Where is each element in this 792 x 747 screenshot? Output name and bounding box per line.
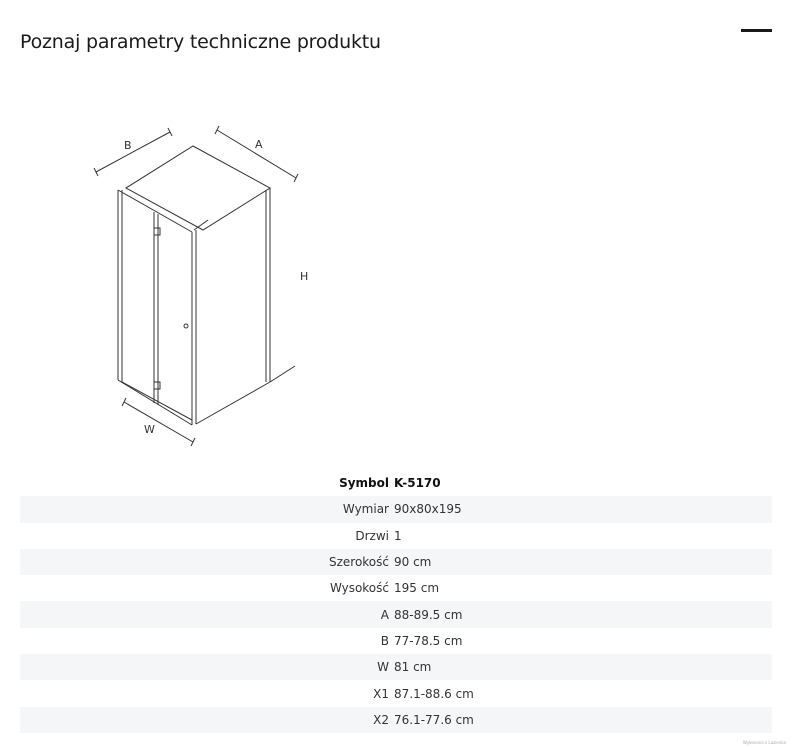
row-label: X2 [373,712,389,727]
row-value: 77-78.5 cm [394,633,463,648]
specs-header-label: Symbol [339,476,389,491]
page-title: Poznaj parametry techniczne produktu [20,31,381,53]
row-label: Wysokość [329,581,389,596]
row-label: A [380,607,389,622]
specs-header-row [20,470,772,496]
row-value: 81 cm [394,660,432,675]
row-label: Szerokość [328,555,389,570]
shower-cabin-drawing [80,120,320,450]
row-value: 90x80x195 [394,502,462,517]
row-label: B [380,633,389,648]
table-row [20,575,772,601]
specs-header-value: K-5170 [394,476,441,491]
row-value: 87.1-88.6 cm [394,686,474,701]
dimension-label-w: W [144,423,155,436]
table-row [20,496,772,522]
row-value: 195 cm [394,581,440,596]
table-row [20,523,772,549]
watermark: Wykonano z Lazienka [742,740,786,745]
close-icon[interactable] [741,29,772,32]
row-label: W [377,660,389,675]
table-row [20,601,772,627]
table-row [20,549,772,575]
row-value: 76.1-77.6 cm [394,712,474,727]
dimension-label-h: H [300,270,309,283]
table-row [20,628,772,654]
row-value: 90 cm [394,555,432,570]
row-value: 1 [394,528,402,543]
row-label: Wymiar [342,502,389,517]
row-label: X1 [373,686,389,701]
dimension-label-b: B [124,139,132,152]
dimension-label-a: A [255,138,263,151]
table-row [20,654,772,680]
table-row [20,707,772,733]
row-value: 88-89.5 cm [394,607,463,622]
table-row [20,680,772,706]
specs-table [20,470,772,733]
product-diagram [80,120,320,450]
row-label: Drzwi [355,528,389,543]
